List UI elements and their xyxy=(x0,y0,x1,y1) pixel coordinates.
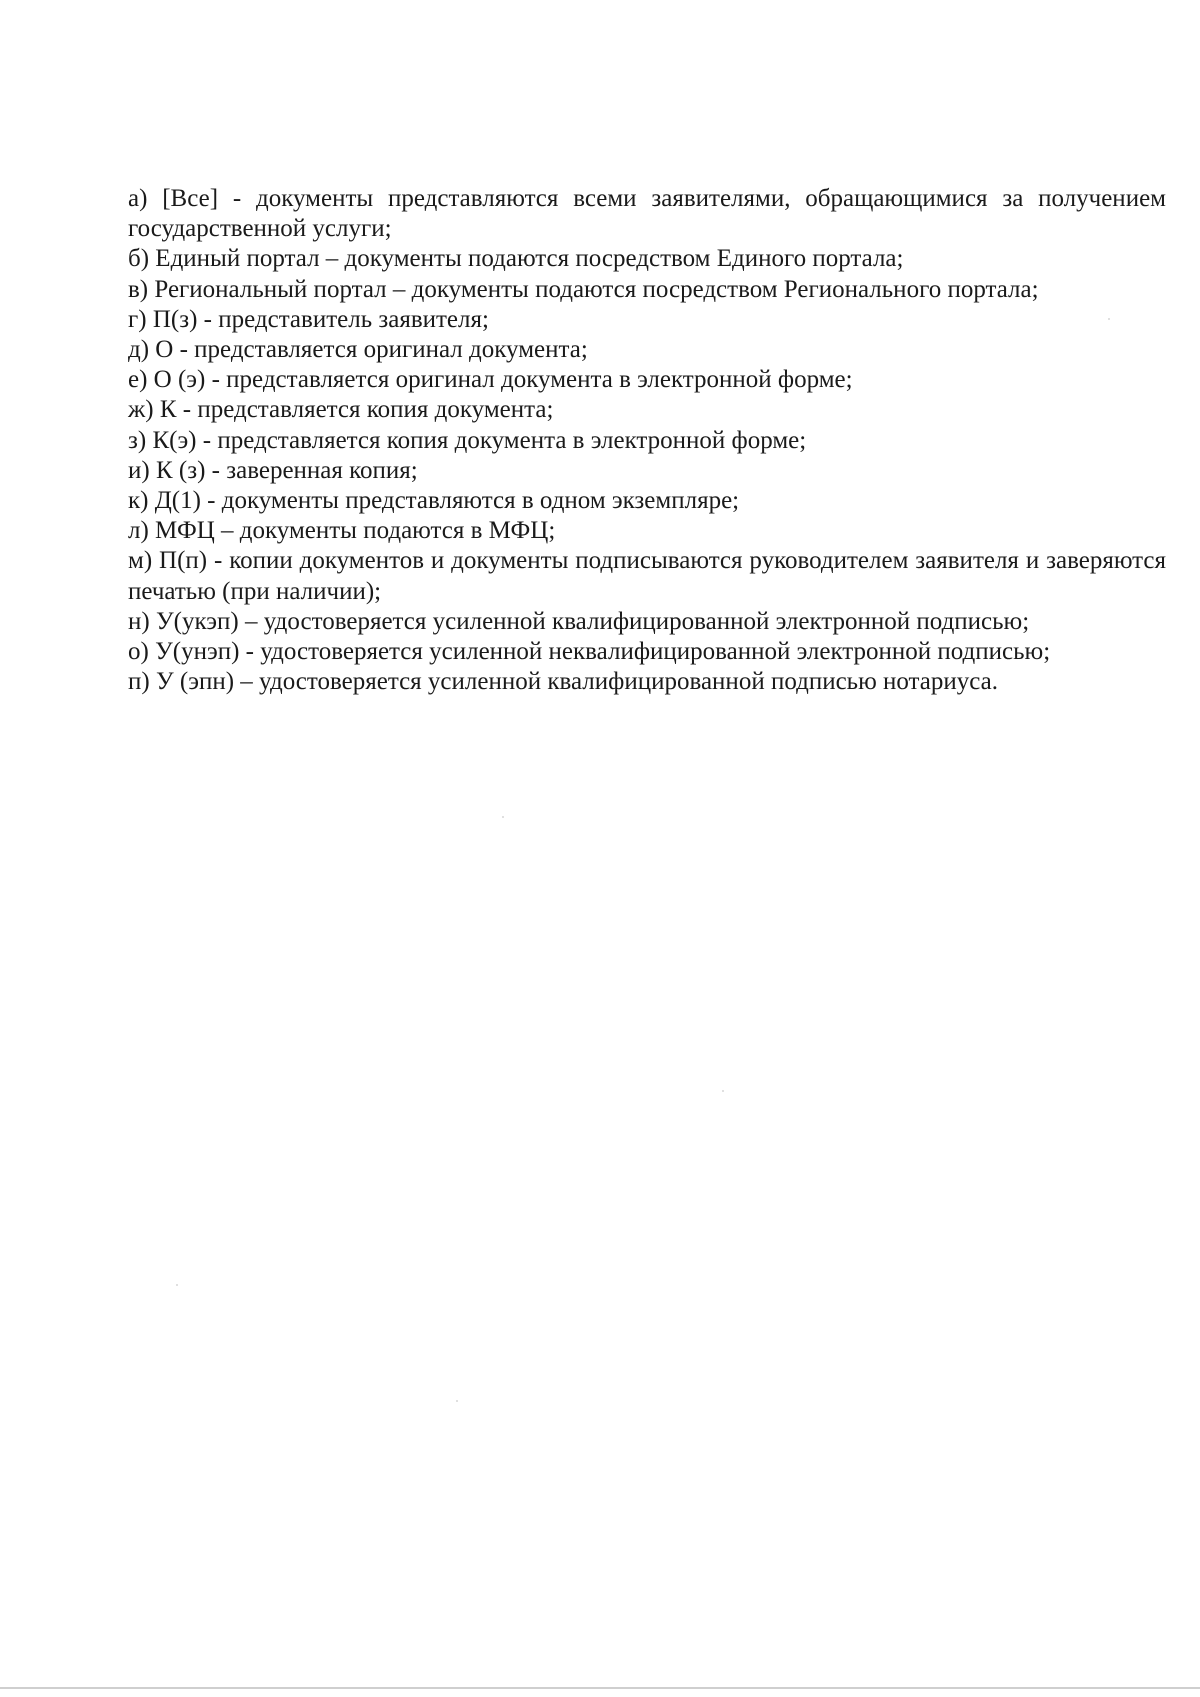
legend-item-k: к) Д(1) - документы представляются в одном экземпляре; xyxy=(128,487,740,515)
legend-item-g: г) П(з) - представитель заявителя; xyxy=(128,305,489,333)
legend-item-a: а) [Все] - документы представляются всеми заявителями, обращающимися за получением государственной услуги; xyxy=(128,185,1166,243)
legend-item-b: б) Единый портал – документы подаются посредством Единого портала; xyxy=(128,245,904,273)
legend-item-o: о) У(унэп) - удостоверяется усиленной неквалифицированной электронной подписью; xyxy=(128,638,1051,666)
scan-speck xyxy=(456,1400,458,1402)
scan-speck xyxy=(502,816,504,818)
legend-item-l: л) МФЦ – документы подаются в МФЦ; xyxy=(128,517,556,545)
scan-edge-line xyxy=(0,1687,1200,1689)
legend-item-v: в) Региональный портал – документы подаются посредством Регионального портала; xyxy=(128,275,1039,303)
legend-item-m: м) П(п) - копии документов и документы подписываются руководителем заявителя и заверяются печатью (при наличии); xyxy=(128,547,1166,605)
scan-speck xyxy=(176,1284,178,1286)
scan-speck xyxy=(722,1090,724,1092)
legend-item-i: и) К (з) - заверенная копия; xyxy=(128,456,418,484)
legend-item-p: п) У (эпн) – удостоверяется усиленной квалифицированной подписью нотариуса. xyxy=(128,668,999,696)
legend-item-d: д) О - представляется оригинал документа; xyxy=(128,336,588,364)
legend-item-z: з) К(э) - представляется копия документа в электронной форме; xyxy=(128,426,807,454)
scan-speck xyxy=(1108,318,1110,320)
legend-item-e: е) О (э) - представляется оригинал документа в электронной форме; xyxy=(128,366,853,394)
legend-item-zh: ж) К - представляется копия документа; xyxy=(128,396,554,424)
legend-item-n: н) У(укэп) – удостоверяется усиленной квалифицированной электронной подписью; xyxy=(128,607,1030,635)
abbreviation-legend xyxy=(128,184,1166,697)
